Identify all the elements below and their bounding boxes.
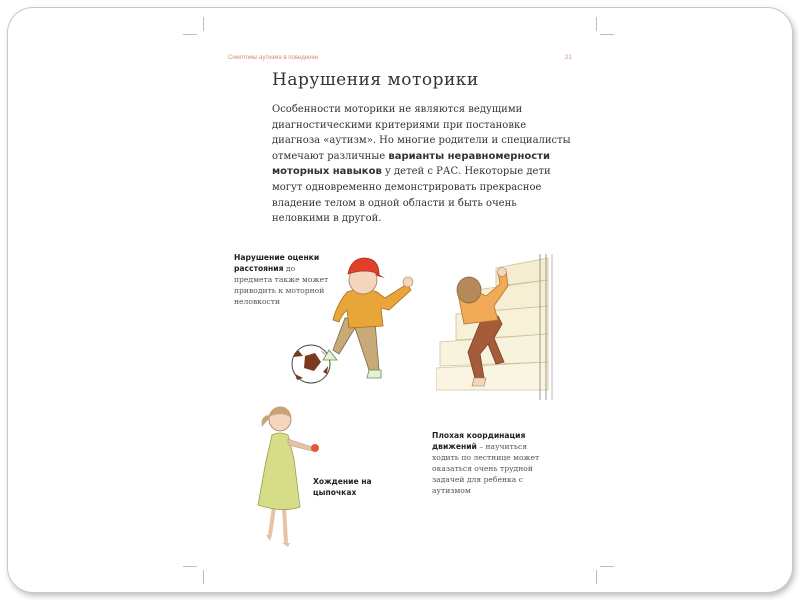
crop-mark xyxy=(596,17,597,31)
lead-emphasis: варианты неравномерности моторных навыков xyxy=(272,150,550,178)
caption-coordination: Плохая координация движений – научиться ходить по лестнице может оказаться очень трудной задачей для ребенка с аутизмом xyxy=(432,431,540,495)
crop-mark xyxy=(203,17,204,31)
lead-paragraph: Особенности моторики не являются ведущими диагностическими критериями при постановке диагноза «аутизм». Но многие родители и специалисты отмечают различные варианты неравномерности моторных навыков у детей с РАС. Некоторые дети могут одновременно демонстрировать прекрасное владение телом в одной области и быть очень неловкими в другой. xyxy=(272,104,571,225)
crop-mark xyxy=(183,34,197,35)
illustration-boy-kicking-ball xyxy=(285,252,420,392)
crop-mark xyxy=(600,34,614,35)
crop-mark xyxy=(183,566,197,567)
page-number: 21 xyxy=(565,55,572,61)
crop-mark xyxy=(600,566,614,567)
illustration-girl-tiptoe xyxy=(252,403,332,553)
page-title: Нарушения моторики xyxy=(272,70,479,90)
crop-mark xyxy=(203,570,204,584)
caption-tiptoe: Хождение на цыпочках xyxy=(313,477,372,497)
crop-mark xyxy=(596,570,597,584)
caption-distance: Нарушение оценки расстояния до предмета также может приводить к моторной неловкости xyxy=(234,253,329,306)
running-title: Симптомы аутизма в поведении xyxy=(228,55,319,61)
illustration-child-on-stairs xyxy=(436,250,561,410)
